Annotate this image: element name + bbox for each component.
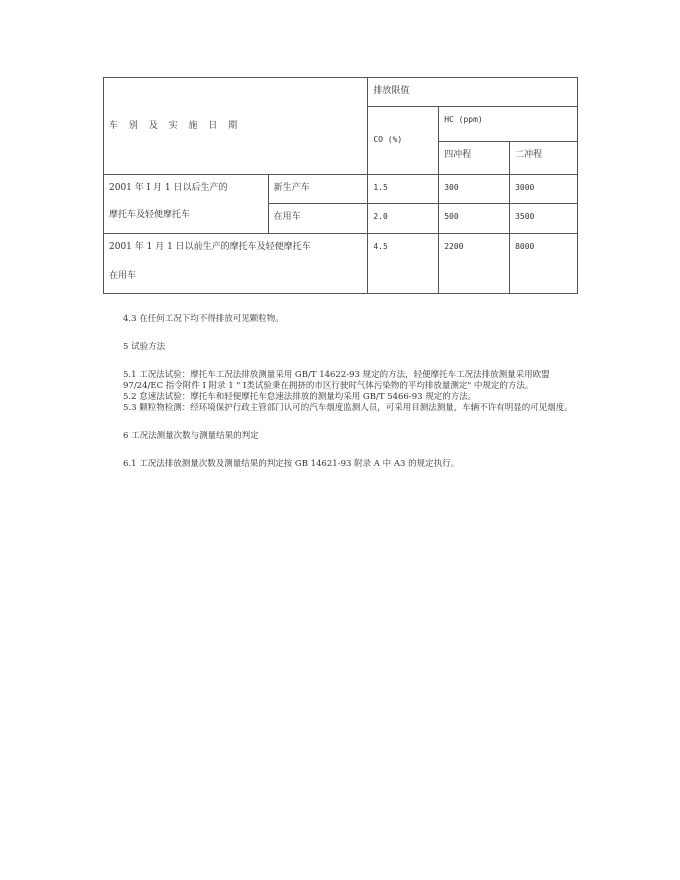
clause-6-1: 6.1 工况法排放测量次数及测量结果的判定按 GB 14621-93 附录 A 中 A3 的规定执行。 [123, 459, 460, 469]
co-value: 4.5 [368, 234, 439, 294]
limits-header: 排放限值 [368, 78, 578, 107]
group1-label: 2001 年 I 月 1 日以后生产的 摩托车及轻便摩托车 [104, 175, 269, 234]
body-text [123, 314, 578, 470]
clause-5-2: 5.2 怠速法试验：摩托车和轻便摩托车怠速法排放的测量均采用 GB/T 5466-93 规定的方法。 [123, 392, 477, 402]
hc2-value: 3500 [510, 204, 578, 234]
hc-header: HC (ppm) [439, 107, 578, 142]
clause-4-3: 4.3 在任何工况下均不得排放可见颗粒物。 [123, 314, 284, 324]
clause-5-3: 5.3 颗粒物检测：经环境保护行政主管部门认可的汽车烟度监测人员，可采用目测法测量，车辆不许有明显的可见烟度。 [123, 403, 573, 413]
two-stroke-header: 二冲程 [510, 142, 578, 175]
section-5-heading: 5 试验方法 [123, 342, 166, 352]
vehicle-type: 新生产车 [268, 175, 368, 204]
table-row [104, 234, 578, 294]
section-6-heading: 6 工况法测量次数与测量结果的判定 [123, 431, 259, 441]
vehicle-type: 在用车 [268, 204, 368, 234]
hc2-value: 8000 [510, 234, 578, 294]
emission-limits-table [103, 77, 578, 294]
hc4-value: 500 [439, 204, 510, 234]
table-row [104, 175, 578, 204]
hc4-value: 300 [439, 175, 510, 204]
hc2-value: 3000 [510, 175, 578, 204]
co-value: 1.5 [368, 175, 439, 204]
four-stroke-header: 四冲程 [439, 142, 510, 175]
group2-label: 2001 年 1 月 1 日以前生产的摩托车及轻便摩托车 在用车 [104, 234, 368, 294]
co-value: 2.0 [368, 204, 439, 234]
co-header: CO (%) [368, 107, 439, 175]
category-header: 车 别 及 实 施 日 期 [104, 78, 368, 175]
hc4-value: 2200 [439, 234, 510, 294]
clause-5-1: 5.1 工况法试验：摩托车工况法排放测量采用 GB/T 14622-93 规定的方法，轻便摩托车工况法排放测量采用欧盟 97/24/EC 指令附件 I 附录 1 " Ⅰ类试验秉在拥挤的市区行驶时气体污染物的平均排放量测定" 中规定的方法。 [123, 370, 550, 391]
